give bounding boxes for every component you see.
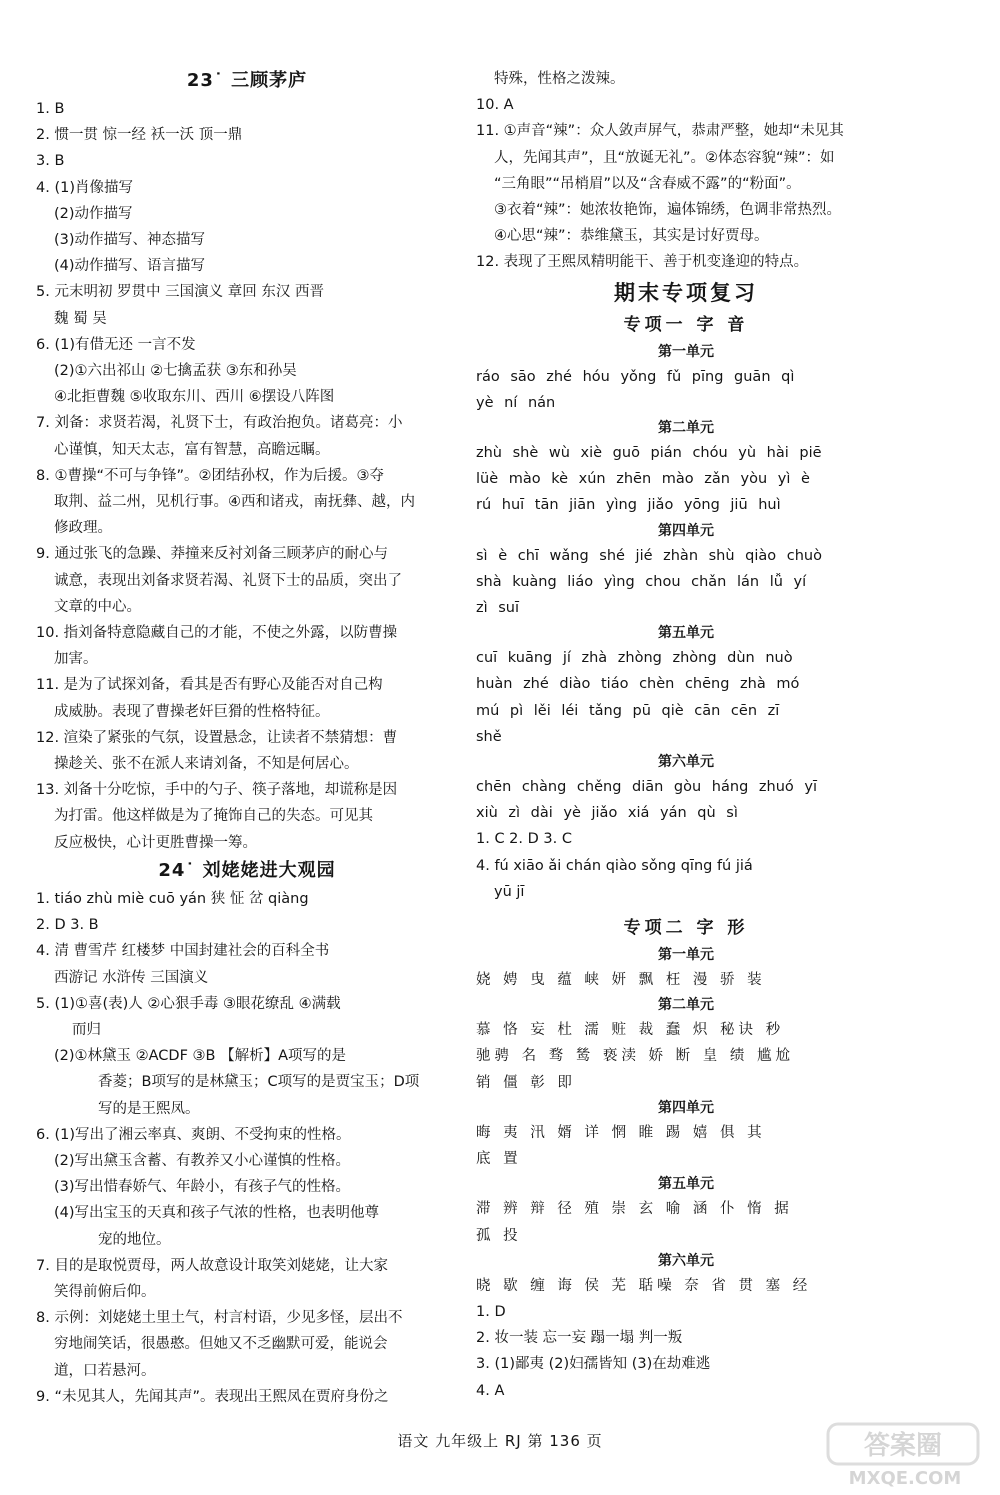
- answer-line: 为打雷。他这样做是为了掩饰自己的失态。可见其: [54, 808, 373, 825]
- watermark-logo: [820, 1420, 990, 1490]
- answer-line: 成威胁。表现了曹操老奸巨猾的性格特征。: [54, 703, 330, 720]
- answer-line: 8. ①曹操“不可与争锋”。②团结孙权，作为后援。③夺: [36, 467, 384, 484]
- unit-row: 底 置: [476, 1151, 522, 1168]
- unit-row: chēn chàng chěng diān gòu háng zhuó yī: [476, 779, 817, 796]
- unit-row: zhù shè wù xiè guō pián chóu yù hài piē: [476, 445, 822, 462]
- answer-line: 8. 示例：刘姥姥土里土气，村言村语，少见多怪，层出不: [36, 1310, 403, 1327]
- unit-row: shà kuàng liáo yìng chou chǎn lán lǚ yí: [476, 573, 807, 590]
- special-2-title: 专项二 字 形: [623, 918, 749, 939]
- answer-line: (3)写出惜春娇气、年龄小，有孩子气的性格。: [54, 1179, 351, 1196]
- special-1-title: 专项一 字 音: [623, 314, 749, 335]
- unit-row: mú pì lěi léi tǎng pū qiè cān cēn zī: [476, 702, 780, 719]
- unit-heading: 第二单元: [658, 420, 714, 437]
- answer-line: 笑得前俯后仰。: [54, 1283, 156, 1300]
- section-title-23: 23˙ 三顾茅庐: [186, 70, 308, 91]
- unit-row: huàn zhé diào tiáo chèn chēng zhà mó: [476, 676, 800, 693]
- answer-line: “三角眼”“吊梢眉”以及“含春威不露”的“粉面”。: [494, 175, 801, 192]
- answer-line: ④北拒曹魏 ⑤收取东川、西川 ⑥摆设八阵图: [54, 389, 335, 406]
- answer-line: 西游记 水浒传 三国演义: [54, 969, 209, 986]
- answer-line: 穷地闹笑话，很愚憨。但她又不乏幽默可爱，能说会: [54, 1336, 388, 1353]
- unit-heading: 第一单元: [658, 947, 714, 964]
- answer-line: 9. “未见其人，先闻其声”。表现出王熙凤在贾府身份之: [36, 1388, 389, 1405]
- answer-line: 11. 是为了试探刘备，看其是否有野心及能否对自己构: [36, 677, 383, 694]
- answer-line: (4)写出宝玉的天真和孩子气浓的性格，也表明他尊: [54, 1205, 380, 1222]
- unit-heading: 第四单元: [658, 1099, 714, 1116]
- unit-row: cuī kuāng jí zhà zhòng zhòng dùn nuò: [476, 650, 793, 667]
- special-1-pronunciation: [476, 340, 896, 827]
- answer-line: 1. tiáo zhù miè cuō yán 狭 怔 岔 qiàng: [36, 890, 309, 907]
- answer-line: 10. A: [476, 97, 514, 114]
- answer-line: 4. 清 曹雪芹 红楼梦 中国封建社会的百科全书: [36, 943, 330, 960]
- unit-heading: 第五单元: [658, 625, 714, 642]
- answers-24-continued: [476, 66, 896, 276]
- answer-line: 12. 表现了王熙凤精明能干、善于机变逢迎的特点。: [476, 254, 809, 271]
- svg-text:答案圈: 答案圈: [863, 1431, 943, 1461]
- unit-row: sì è chī wǎng shé jié zhàn shù qiào chuò: [476, 547, 822, 564]
- answer-line: 取荆、益二州，见机行事。④西和诸戎，南抚彝、越，内: [54, 494, 415, 511]
- unit-heading: 第六单元: [658, 754, 714, 771]
- right-column: [476, 66, 896, 1404]
- answer-line: 13. 刘备十分吃惊，手中的勺子、筷子落地，却谎称是因: [36, 782, 398, 799]
- answer-line: (2)①林黛玉 ②ACDF ③B 【解析】A项写的是: [54, 1048, 347, 1065]
- unit-row: 慕 恪 妄 杜 濡 赃 裁 蠢 炽 秘诀 秒: [476, 1022, 785, 1039]
- answer-line: 9. 通过张飞的急躁、莽撞来反衬刘备三顾茅庐的耐心与: [36, 546, 388, 563]
- unit-heading: 第六单元: [658, 1252, 714, 1269]
- answer-line: 2. 妆一装 忘一妄 蹋一塌 判一叛: [476, 1330, 683, 1347]
- special-2-answers: [476, 1299, 896, 1404]
- unit-row: 娆 娉 曳 蕴 峡 妍 飘 枉 漫 骄 装: [476, 972, 766, 989]
- page-footer: 语文 九年级上 RJ 第 136 页: [397, 1432, 603, 1450]
- section-title-24: 24˙ 刘姥姥进大观园: [158, 859, 336, 881]
- answer-line: 操趁关、张不在派人来请刘备，不知是何居心。: [54, 756, 359, 773]
- unit-heading: 第二单元: [658, 997, 714, 1014]
- answer-line: 7. 刘备：求贤若渴，礼贤下士，有政治抱负。诸葛亮：小: [36, 415, 403, 432]
- answer-line: 人，先闻其声”，且“放诞无礼”。②体态容貌“辣”：如: [494, 149, 835, 166]
- answer-line: 魏 蜀 吴: [54, 310, 107, 327]
- unit-row: shě: [476, 728, 502, 745]
- answer-line: (4)动作描写、语言描写: [54, 258, 206, 275]
- review-title: 期末专项复习: [614, 280, 758, 305]
- answer-line: 道，口若悬河。: [54, 1362, 156, 1379]
- unit-row: xiù zì dài yè jiǎo xiá yán qù sì: [476, 805, 738, 822]
- answer-line: 4. A: [476, 1382, 505, 1399]
- special-1-answers: [476, 826, 896, 905]
- answer-line: ③衣着“辣”：她浓妆艳饰，遍体锦绣，色调非常热烈。: [494, 202, 842, 219]
- answer-line: 2. 惯一贯 惊一经 袄一沃 顶一鼎: [36, 127, 243, 144]
- unit-heading: 第四单元: [658, 522, 714, 539]
- answer-line: 4. (1)肖像描写: [36, 179, 133, 196]
- unit-row: 晓 歇 缠 诲 侯 芜 聒噪 奈 省 贯 塞 经: [476, 1277, 812, 1294]
- unit-row: rú huī tān jiān yìng jiǎo yōng jiū huì: [476, 497, 781, 514]
- answers-24: [36, 886, 458, 1410]
- answer-line: 1. B: [36, 101, 65, 117]
- answer-line: 3. B: [36, 153, 65, 170]
- answer-line: 2. D 3. B: [36, 917, 99, 934]
- answer-line: 1. C 2. D 3. C: [476, 831, 572, 848]
- answer-line: 反应极快，心计更胜曹操一筹。: [54, 834, 257, 851]
- unit-row: ráo sāo zhé hóu yǒng fǔ pīng guān qì: [476, 368, 795, 385]
- answer-line: 10. 指刘备特意隐藏自己的才能，不使之外露，以防曹操: [36, 625, 398, 642]
- answer-line: 加害。: [54, 651, 98, 668]
- unit-row: 孤 投: [476, 1227, 522, 1244]
- svg-text:MXQE.COM: MXQE.COM: [848, 1468, 962, 1489]
- answer-line: 心谨慎，知天太志，富有智慧，高瞻远瞩。: [54, 441, 330, 458]
- special-2-glyphs: [476, 943, 896, 1299]
- unit-row: zì suī: [476, 600, 520, 617]
- answer-line: 而归: [72, 1021, 101, 1038]
- answer-line: 11. ①声音“辣”：众人敛声屏气，恭肃严整，她却“未见其: [476, 123, 844, 140]
- left-column: [36, 66, 458, 1410]
- unit-heading: 第一单元: [658, 343, 714, 360]
- answer-line: yū jī: [494, 883, 525, 900]
- unit-row: 销 僵 彰 即: [476, 1074, 576, 1091]
- answer-line: 香菱；B项写的是林黛玉；C项写的是贾宝玉；D项: [98, 1074, 420, 1091]
- unit-row: yè ní nán: [476, 394, 556, 411]
- answer-line: 特殊，性格之泼辣。: [494, 71, 625, 87]
- answer-line: 宠的地位。: [98, 1231, 171, 1248]
- unit-row: 驰骋 名 骛 鸶 亵渎 娇 断 皇 绩 尴尬: [476, 1048, 794, 1065]
- answer-line: 12. 渲染了紧张的气氛，设置悬念，让读者不禁猜想：曹: [36, 729, 398, 746]
- unit-heading: 第五单元: [658, 1176, 714, 1193]
- answer-line: 文章的中心。: [54, 598, 141, 615]
- answer-line: 6. (1)有借无还 一言不发: [36, 336, 196, 353]
- answer-line: 5. (1)①喜(表)人 ②心狠手毒 ③眼花缭乱 ④满载: [36, 995, 341, 1012]
- answer-line: (3)动作描写、神态描写: [54, 232, 206, 249]
- answer-line: 3. (1)鄙夷 (2)妇孺皆知 (3)在劫难逃: [476, 1356, 711, 1373]
- answer-line: (2)①六出祁山 ②七擒孟获 ③东和孙吴: [54, 363, 297, 380]
- unit-row: 滞 辨 辩 径 殖 崇 玄 喻 涵 仆 惰 据: [476, 1201, 793, 1218]
- unit-row: 晦 夷 汛 婿 详 惘 睢 踢 嬉 俱 其: [476, 1124, 766, 1141]
- answer-line: 修政理。: [54, 520, 112, 537]
- answer-line: 诚意，表现出刘备求贤若渴、礼贤下士的品质，突出了: [54, 572, 402, 589]
- answer-line: 6. (1)写出了湘云率真、爽朗、不受拘束的性格。: [36, 1126, 351, 1143]
- answer-line: 写的是王熙凤。: [98, 1100, 200, 1117]
- answer-line: 1. D: [476, 1303, 506, 1320]
- answer-line: (2)动作描写: [54, 205, 133, 222]
- answers-23: [36, 96, 458, 856]
- unit-row: lüè mào kè xún zhēn mào zǎn yòu yì è: [476, 471, 810, 488]
- answer-line: ④心思“辣”：恭维黛玉，其实是讨好贾母。: [494, 228, 769, 245]
- answer-line: (2)写出黛玉含蓄、有教养又小心谨慎的性格。: [54, 1152, 351, 1169]
- answer-line: 5. 元末明初 罗贯中 三国演义 章回 东汉 西晋: [36, 284, 324, 301]
- answer-line: 4. fú xiāo ǎi chán qiào sǒng qīng fú jiá: [476, 857, 753, 874]
- answer-line: 7. 目的是取悦贾母，两人故意设计取笑刘姥姥，让大家: [36, 1257, 388, 1274]
